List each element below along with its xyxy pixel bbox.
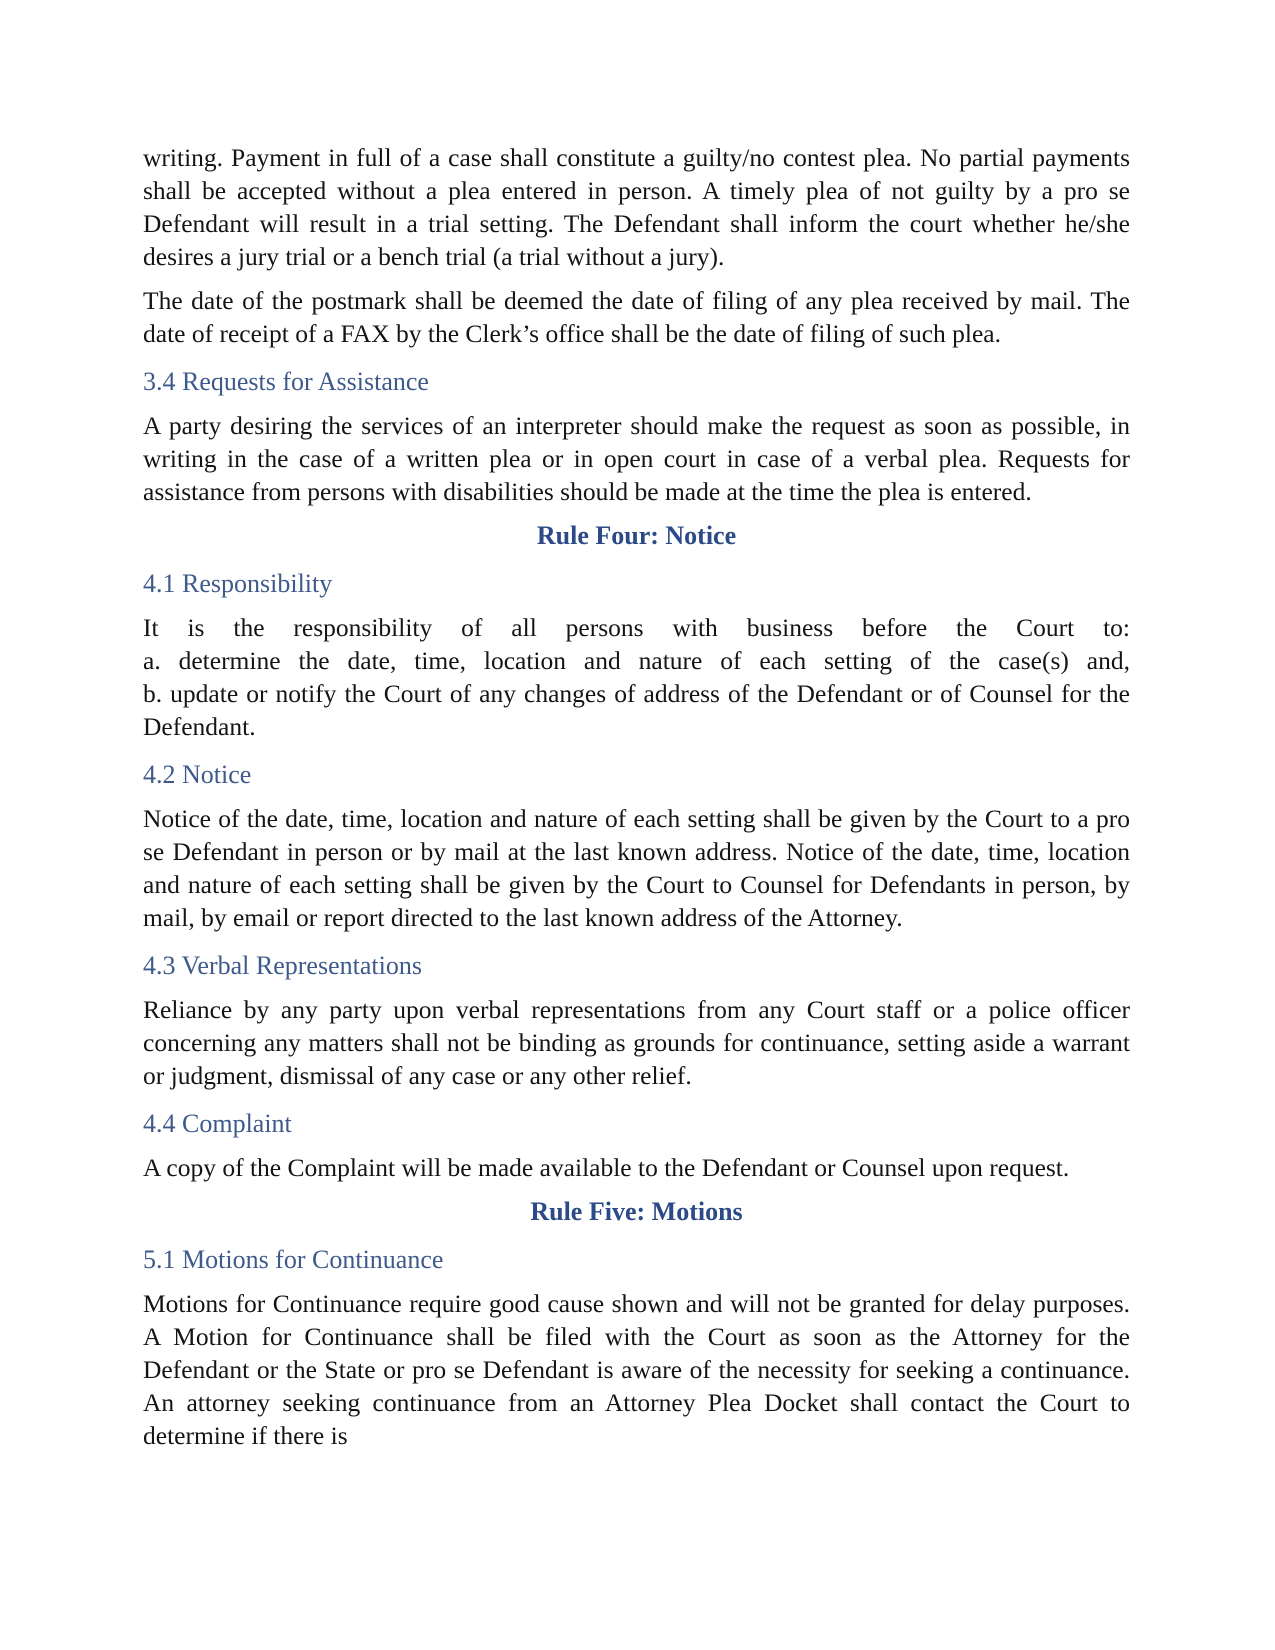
paragraph-line: b. update or notify the Court of any changes of address of the Defendant or of Counsel for the Defendant. (143, 679, 1130, 741)
section-heading-5-1-motions-for-continuance: 5.1 Motions for Continuance (143, 1245, 444, 1274)
rule-heading-four-notice: Rule Four: Notice (536, 521, 737, 550)
paragraph-line: a. determine the date, time, location and nature of each setting of the case(s) and, (143, 646, 1130, 675)
paragraph-complaint-copy: A copy of the Complaint will be made available to the Defendant or Counsel upon request. (143, 1153, 1070, 1182)
paragraph-responsibility-list (143, 611, 1130, 743)
rule-heading-five-motions: Rule Five: Motions (530, 1197, 743, 1226)
paragraph-notice-of-settings: Notice of the date, time, location and nature of each setting shall be given by the Court to a pro se Defendant in person or by mail at the last known address. Notice of the date, time, location and nature of each setting shall be given by the Court to Counsel for Defendants in person, by mail, by email or report directed to the last known address of the Attorney. (143, 804, 1130, 932)
paragraph-verbal-representations: Reliance by any party upon verbal representations from any Court staff or a police officer concerning any matters shall not be binding as grounds for continuance, setting aside a warrant or judgment, dismissal of any case or any other relief. (143, 995, 1130, 1090)
paragraph-payment-plea: writing. Payment in full of a case shall constitute a guilty/no contest plea. No partial payments shall be accepted without a plea entered in person. A timely plea of not guilty by a pro se Defendant will result in a trial setting. The Defendant shall inform the court whether he/she desires a jury trial or a bench trial (a trial without a jury). (143, 143, 1130, 271)
paragraph-line: It is the responsibility of all persons with business before the Court to: (143, 613, 1130, 642)
section-heading-4-1-responsibility: 4.1 Responsibility (143, 569, 333, 598)
paragraph-interpreter-requests: A party desiring the services of an interpreter should make the request as soon as possible, in writing in the case of a written plea or in open court in case of a verbal plea. Requests for assistance from persons with disabilities should be made at the time the plea is entered. (143, 411, 1130, 506)
section-heading-4-2-notice: 4.2 Notice (143, 760, 252, 789)
section-heading-3-4-requests-for-assistance: 3.4 Requests for Assistance (143, 367, 429, 396)
section-heading-4-4-complaint: 4.4 Complaint (143, 1109, 292, 1138)
section-heading-4-3-verbal-representations: 4.3 Verbal Representations (143, 951, 422, 980)
paragraph-motions-for-continuance: Motions for Continuance require good cause shown and will not be granted for delay purposes. A Motion for Continuance shall be filed with the Court as soon as the Attorney for the Defendant or the State or pro se Defendant is aware of the necessity for seeking a continuance. An attorney seeking continuance from an Attorney Plea Docket shall contact the Court to determine if there is (143, 1289, 1130, 1450)
paragraph-postmark-filing: The date of the postmark shall be deemed the date of filing of any plea received by mail. The date of receipt of a FAX by the Clerk’s office shall be the date of filing of such plea. (143, 286, 1130, 348)
